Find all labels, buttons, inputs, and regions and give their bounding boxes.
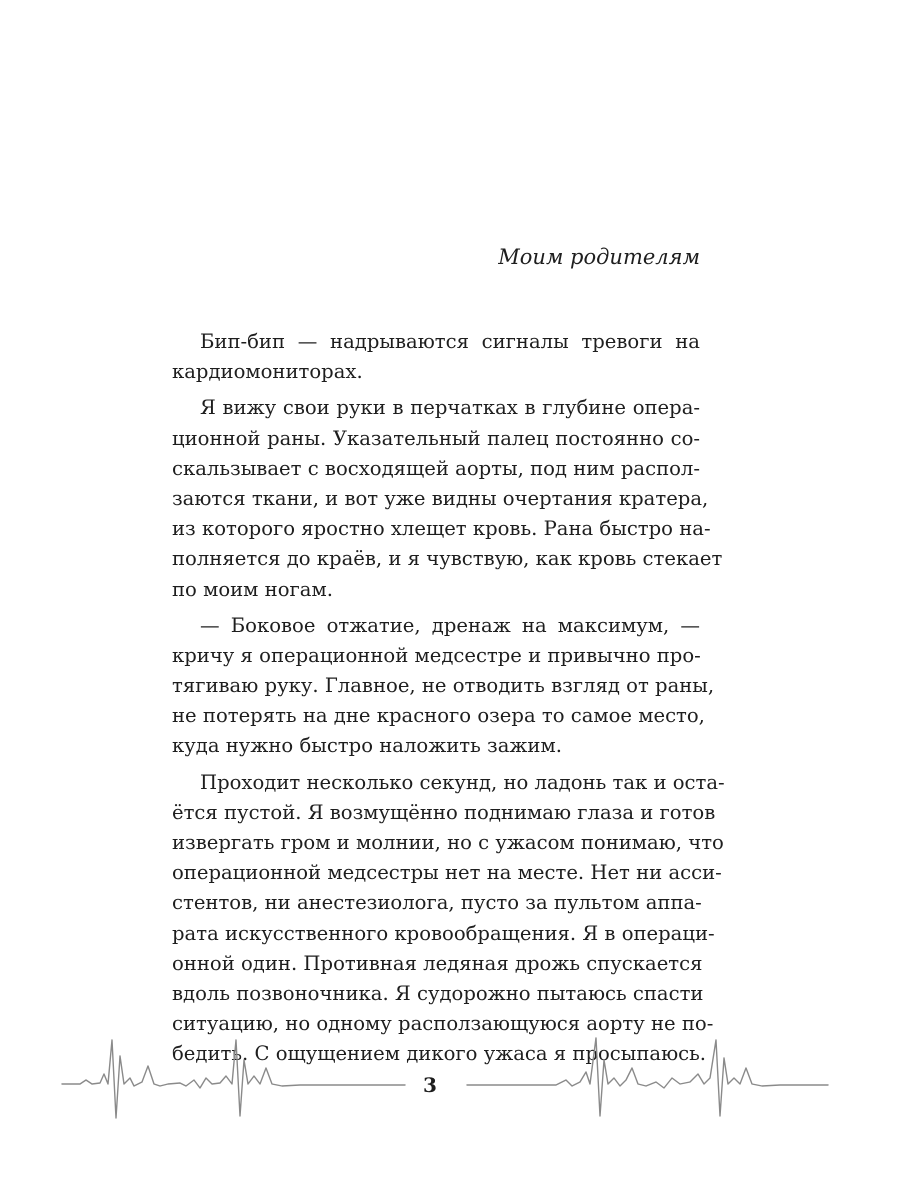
paragraph [172, 327, 700, 387]
text-line: кардиомониторах. [172, 360, 363, 384]
text-line: ционной раны. Указательный палец постоянно со- [172, 426, 700, 450]
text-line: ётся пустой. Я возмущённо поднимаю глаза и готов [172, 800, 716, 824]
paragraph [172, 393, 723, 604]
page-number: 3 [423, 1073, 437, 1097]
text-line: куда нужно быстро наложить зажим. [172, 734, 562, 758]
heartbeat-line-icon [0, 1030, 900, 1130]
text-line: бедить. С ощущением дикого ужаса я просыпаюсь. [172, 1042, 707, 1066]
text-line: Проходит несколько секунд, но ладонь так и оста- [200, 770, 725, 794]
text-line: скальзывает с восходящей аорты, под ним распол- [172, 456, 700, 480]
text-line: по моим ногам. [172, 577, 333, 601]
text-line: рата искусственного кровообращения. Я в операци- [172, 921, 715, 945]
text-line: Я вижу свои руки в перчатках в глубине опера- [200, 396, 700, 420]
text-line: тягиваю руку. Главное, не отводить взгляд от раны, [172, 674, 715, 698]
text-line: онной один. Противная ледяная дрожь спускается [172, 951, 703, 975]
text-line: ситуацию, но одному расползающуюся аорту не по- [172, 1012, 714, 1036]
text-line: кричу я операционной медсестре и привычно про- [172, 643, 701, 667]
text-line: не потерять на дне красного озера то самое место, [172, 704, 705, 728]
paragraph [172, 768, 725, 1070]
text-line: Бип-бип — надрываются сигналы тревоги на [200, 330, 700, 353]
paragraph [172, 611, 715, 762]
text-line: — Боковое отжатие, дренаж на максимум, — [200, 613, 700, 637]
heartbeat-left-icon [62, 1040, 405, 1118]
body-text [172, 327, 725, 1070]
text-line: операционной медсестры нет на месте. Нет ни асси- [172, 861, 722, 885]
heartbeat-right-icon [467, 1038, 828, 1116]
dedication: Моим родителям [498, 245, 700, 269]
text-line: извергать гром и молнии, но с ужасом понимаю, что [172, 831, 724, 854]
text-line: полняется до краёв, и я чувствую, как кровь стекает [172, 547, 723, 571]
text-line: заются ткани, и вот уже видны очертания кратера, [172, 486, 709, 510]
text-line: стентов, ни анестезиолога, пусто за пультом аппа- [172, 891, 702, 915]
text-line: вдоль позвоночника. Я судорожно пытаюсь спасти [172, 981, 704, 1005]
text-line: из которого яростно хлещет кровь. Рана быстро на- [172, 517, 711, 541]
